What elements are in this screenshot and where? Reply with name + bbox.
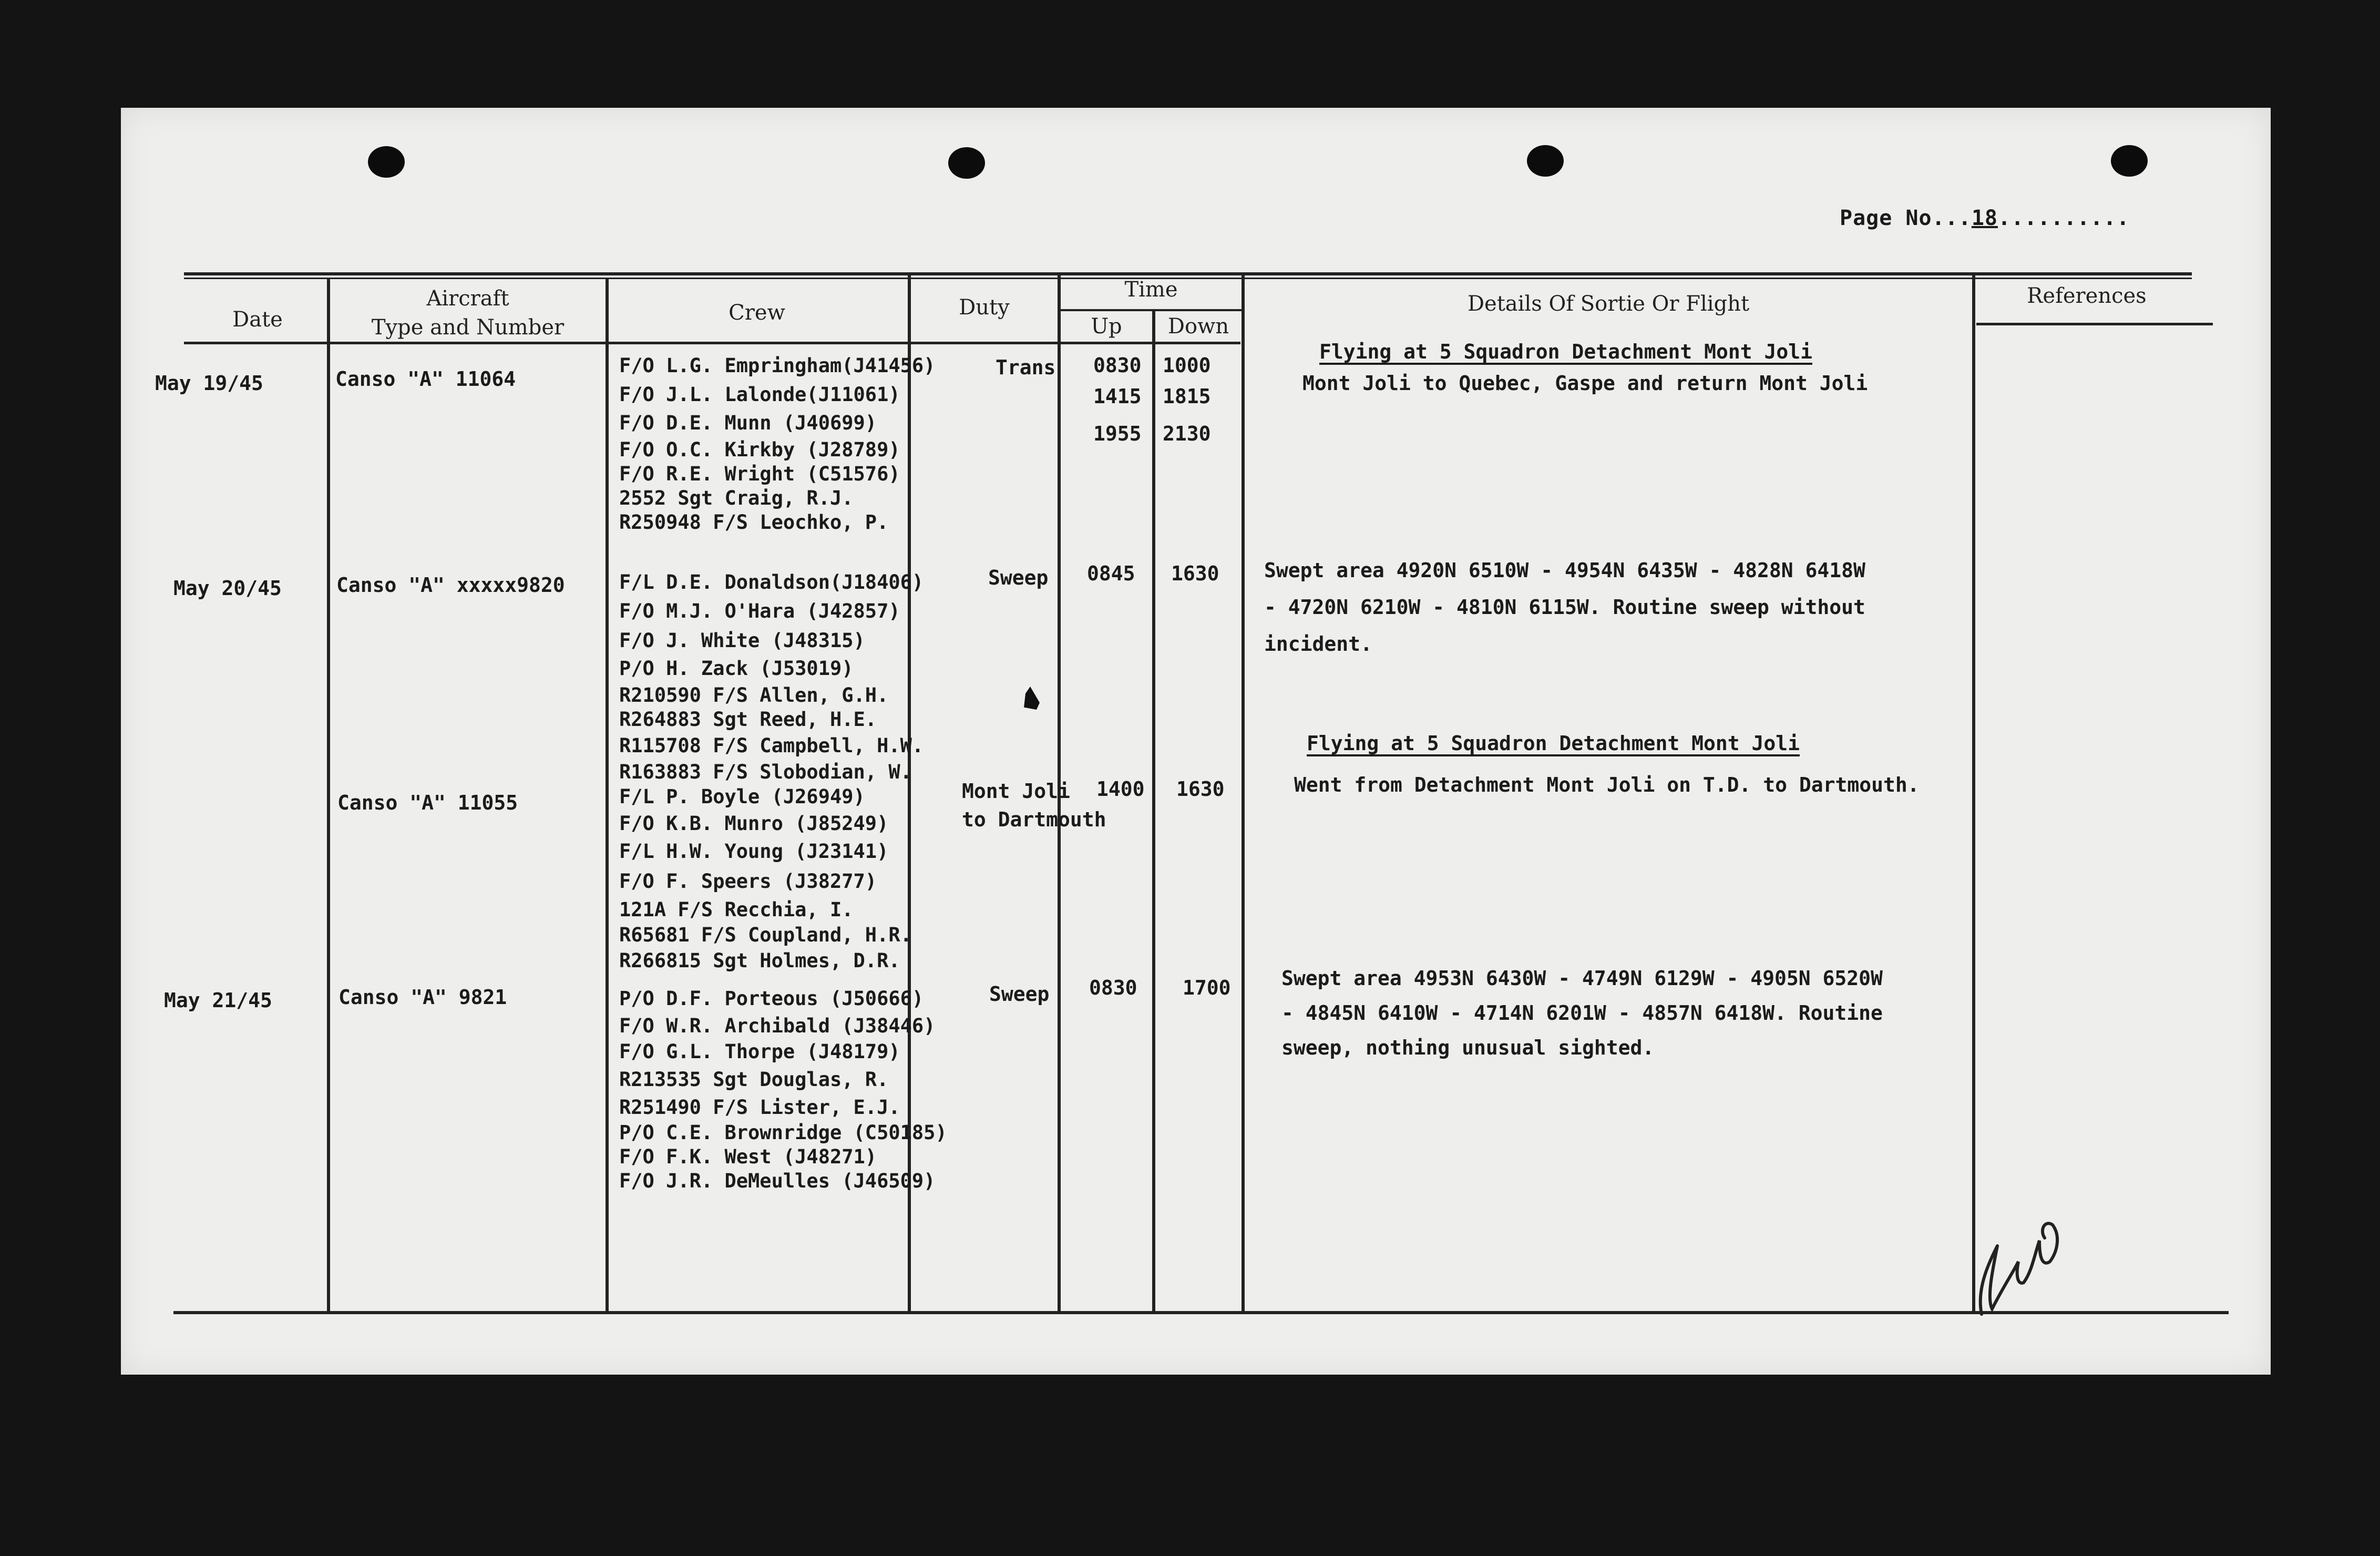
handwritten-initials: [1961, 1183, 2066, 1319]
entry-4-down: 1700: [1183, 976, 1231, 999]
entry-3-details-title: Flying at 5 Squadron Detachment Mont Joli: [1307, 732, 1800, 755]
crew-member: R266815 Sgt Holmes, D.R.: [619, 949, 900, 972]
header-down: Down: [1167, 314, 1229, 339]
details-line: - 4720N 6210W - 4810N 6115W. Routine sweep without: [1264, 596, 1865, 619]
entry-2-aircraft: Canso "A" xxxxx9820: [336, 574, 565, 597]
crew-member: R264883 Sgt Reed, H.E.: [619, 708, 877, 731]
entry-4-up: 0830: [1089, 976, 1137, 999]
header-crew: Crew: [729, 301, 785, 325]
punch-hole-4: [2111, 145, 2148, 177]
entry-1-up-2: 1415: [1093, 385, 1142, 408]
table-bottom-rule: [173, 1311, 2229, 1314]
header-details: Details Of Sortie Or Flight: [1467, 292, 1750, 316]
entry-2-crew: [619, 568, 924, 784]
entry-3-aircraft: Canso "A" 11055: [337, 791, 518, 814]
entry-1-down-3: 2130: [1163, 422, 1211, 445]
punch-hole-2: [948, 147, 985, 179]
entry-1-up-3: 1955: [1093, 422, 1142, 445]
entry-3-details-line: Went from Detachment Mont Joli on T.D. to Dartmouth.: [1294, 773, 1920, 796]
entry-3-down: 1630: [1176, 777, 1225, 801]
crew-member: R65681 F/S Coupland, H.R.: [619, 924, 912, 946]
header-aircraft-line2: Type and Number: [371, 315, 565, 340]
entry-3-up: 1400: [1096, 777, 1145, 801]
entry-2-details: [1264, 552, 1865, 662]
entry-1-down-2: 1815: [1163, 385, 1211, 408]
crew-member: R251490 F/S Lister, E.J.: [619, 1096, 900, 1119]
crew-member: F/O G.L. Thorpe (J48179): [619, 1040, 900, 1063]
entry-2-date: May 20/45: [173, 577, 282, 600]
entry-4-details: [1281, 961, 1883, 1065]
crew-member: R115708 F/S Campbell, H.W.: [619, 734, 924, 757]
crew-member: F/O W.R. Archibald (J38446): [619, 1015, 936, 1037]
crew-member: 121A F/S Recchia, I.: [619, 898, 854, 921]
col-rule-up: [1152, 310, 1155, 1313]
details-line: Swept area 4953N 6430W - 4749N 6129W - 4905N 6520W: [1281, 967, 1883, 990]
entry-3-crew: [619, 782, 912, 974]
crew-member: R163883 F/S Slobodian, W.: [619, 761, 912, 783]
crew-member: P/O H. Zack (J53019): [619, 657, 854, 680]
crew-member: P/O D.F. Porteous (J50666): [619, 987, 924, 1010]
header-references: References: [2027, 284, 2147, 308]
crew-member: F/O R.E. Wright (C51576): [619, 462, 900, 485]
crew-member: F/O O.C. Kirkby (J28789): [619, 438, 900, 461]
entry-1-details-line: Mont Joli to Quebec, Gaspe and return Mont Joli: [1302, 372, 1868, 395]
crew-member: F/L D.E. Donaldson(J18406): [619, 571, 924, 593]
punch-hole-3: [1527, 145, 1564, 177]
entry-1-duty: Trans: [996, 356, 1056, 379]
col-rule-aircraft: [606, 278, 609, 1313]
entry-4-crew: [619, 984, 947, 1193]
entry-2-duty: Sweep: [988, 566, 1049, 589]
entry-2-down: 1630: [1171, 562, 1219, 585]
crew-member: 2552 Sgt Craig, R.J.: [619, 486, 854, 509]
details-line: incident.: [1264, 632, 1372, 656]
crew-member: R250948 F/S Leochko, P.: [619, 510, 889, 534]
time-split-rule: [1058, 309, 1242, 311]
details-line: - 4845N 6410W - 4714N 6201W - 4857N 6418W. Routine: [1281, 1001, 1883, 1025]
crew-member: F/O M.J. O'Hara (J42857): [619, 600, 900, 622]
entry-1-aircraft: Canso "A" 11064: [335, 367, 516, 391]
entry-1-up-1: 0830: [1093, 354, 1142, 377]
header-aircraft-line1: Aircraft: [426, 286, 509, 311]
entry-4-aircraft: Canso "A" 9821: [338, 986, 507, 1009]
header-time: Time: [1124, 278, 1178, 302]
crew-member: R213535 Sgt Douglas, R.: [619, 1068, 889, 1091]
page-number: Page No...18..........: [1840, 206, 2130, 230]
entry-2-up: 0845: [1087, 562, 1135, 585]
entry-3-duty-line2: to Dartmouth: [962, 808, 1106, 831]
entry-4-date: May 21/45: [164, 989, 272, 1012]
header-bottom-rule: [184, 342, 1240, 344]
details-line: sweep, nothing unusual sighted.: [1281, 1036, 1655, 1059]
crew-member: P/O C.E. Brownridge (C50185): [619, 1121, 947, 1144]
crew-member: F/O J. White (J48315): [619, 629, 865, 652]
crew-member: F/L P. Boyle (J26949): [619, 785, 865, 808]
entry-1-date: May 19/45: [155, 372, 263, 395]
entry-3-duty-line1: Mont Joli: [962, 780, 1070, 803]
punch-hole-1: [368, 146, 405, 178]
entry-1-crew: [619, 353, 935, 535]
header-date: Date: [232, 308, 283, 332]
col-rule-date: [327, 279, 330, 1313]
crew-member: F/O K.B. Munro (J85249): [619, 812, 889, 835]
table-top-rule: [184, 272, 2192, 275]
entry-1-details-title: Flying at 5 Squadron Detachment Mont Joli: [1319, 340, 1812, 363]
crew-member: F/O F. Speers (J38277): [619, 869, 877, 893]
details-line: Swept area 4920N 6510W - 4954N 6435W - 4828N 6418W: [1264, 559, 1865, 582]
crew-member: F/O D.E. Munn (J40699): [619, 411, 877, 434]
col-rule-details: [1972, 273, 1975, 1313]
crew-member: F/L H.W. Young (J23141): [619, 840, 889, 863]
crew-member: F/O J.L. Lalonde(J11061): [619, 383, 900, 406]
crew-member: F/O F.K. West (J48271): [619, 1145, 877, 1168]
references-header-rule: [1976, 323, 2213, 325]
entry-1-down-1: 1000: [1163, 354, 1211, 377]
crew-member: R210590 F/S Allen, G.H.: [619, 684, 889, 707]
crew-member: F/O L.G. Empringham(J41456): [619, 354, 936, 377]
header-duty: Duty: [959, 295, 1010, 320]
crew-member: F/O J.R. DeMeulles (J46509): [619, 1169, 936, 1192]
entry-4-duty: Sweep: [989, 982, 1050, 1006]
col-rule-down: [1242, 274, 1245, 1313]
header-up: Up: [1091, 314, 1122, 339]
